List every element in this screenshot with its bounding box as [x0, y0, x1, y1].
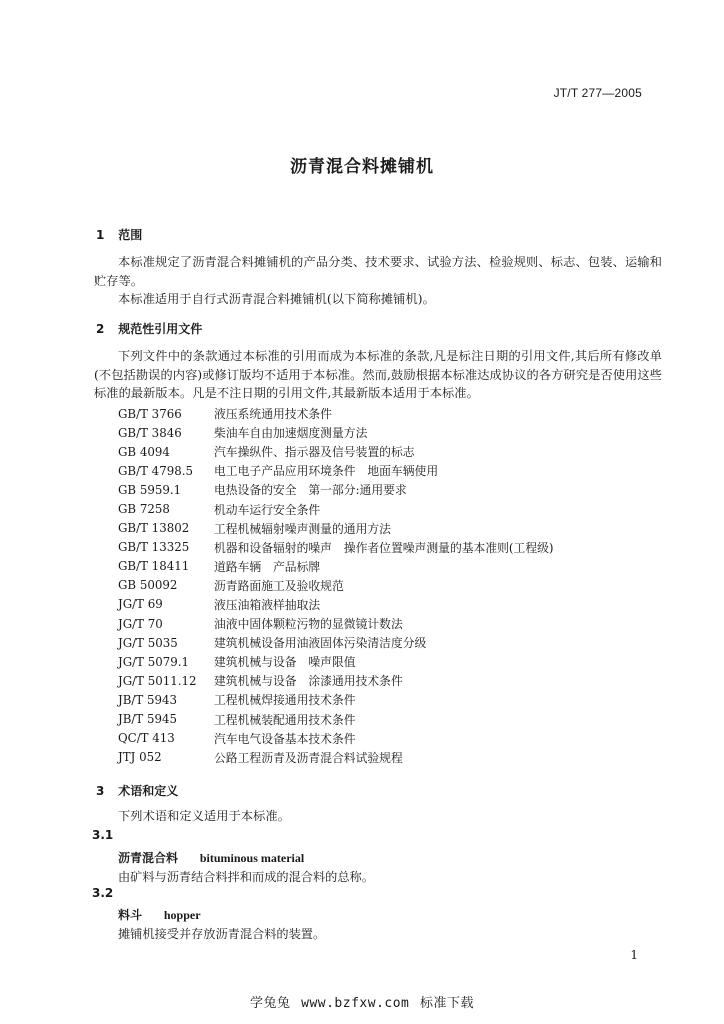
- reference-item: [118, 671, 678, 690]
- standard-code: JT/T 277—2005: [553, 86, 642, 100]
- reference-code: JG/T 70: [118, 616, 163, 631]
- term-definition: 摊铺机接受并存放沥青混合料的装置。: [118, 927, 326, 941]
- reference-title: 液压油箱液样抽取法: [214, 597, 321, 612]
- reference-code: JG/T 5079.1: [118, 654, 190, 669]
- reference-item: [118, 538, 678, 557]
- reference-item: [118, 519, 678, 538]
- reference-title: 建筑机械与设备 涂漆通用技术条件: [214, 674, 403, 689]
- term-chinese: 料斗: [118, 908, 143, 922]
- reference-title: 机动车运行安全条件: [214, 502, 321, 517]
- section-title: 术语和定义: [118, 784, 179, 798]
- reference-title: 汽车操纵件、指示器及信号装置的标志: [214, 445, 415, 460]
- reference-title: 建筑机械设备用油液固体污染清洁度分级: [214, 636, 427, 651]
- reference-title: 工程机械辐射噪声测量的通用方法: [214, 521, 391, 536]
- reference-code: JB/T 5945: [118, 712, 178, 727]
- section-2-heading: [96, 320, 202, 337]
- section-title: 范围: [118, 228, 143, 242]
- reference-code: JTJ 052: [118, 750, 162, 765]
- term-entry: [118, 849, 304, 866]
- reference-code: JG/T 69: [118, 597, 163, 612]
- reference-title: 道路车辆 产品标牌: [214, 559, 321, 574]
- reference-title: 电热设备的安全 第一部分:通用要求: [214, 483, 407, 498]
- scope-paragraph-2: 本标准适用于自行式沥青混合料摊铺机(以下简称摊铺机)。: [118, 292, 435, 306]
- reference-title: 工程机械装配通用技术条件: [214, 712, 356, 727]
- reference-code: JB/T 5943: [118, 692, 178, 707]
- footer-tagline: 标准下载: [420, 996, 475, 1011]
- reference-code: GB/T 18411: [118, 559, 190, 574]
- reference-code: JG/T 5035: [118, 635, 178, 650]
- reference-item: [118, 442, 678, 461]
- term-chinese: 沥青混合料: [118, 851, 179, 865]
- reference-item: [118, 652, 678, 671]
- reference-code: GB/T 3766: [118, 406, 182, 421]
- reference-title: 液压系统通用技术条件: [214, 407, 332, 422]
- reference-title: 建筑机械与设备 噪声限值: [214, 655, 356, 670]
- section-title: 规范性引用文件: [118, 322, 203, 336]
- reference-code: GB/T 13802: [118, 521, 190, 536]
- reference-title: 机器和设备辐射的噪声 操作者位置噪声测量的基本准则(工程级): [214, 540, 554, 555]
- references-intro-paragraph: 下列文件中的条款通过本标准的引用而成为本标准的条款,凡是标注日期的引用文件,其后所有修改单(不包括勘误的内容)或修订版均不适用于本标准。然而,鼓励根据本标准达成协议的各方研究是否使用这些标准的最新版本。凡是不注日期的引用文件,其最新版本适用于本标准。: [94, 349, 662, 400]
- reference-item: [118, 461, 678, 480]
- reference-code: GB 7258: [118, 502, 170, 517]
- term-definition: 由矿料与沥青结合料拌和而成的混合料的总称。: [118, 870, 374, 884]
- term-number: 3.2: [92, 886, 114, 900]
- reference-item: [118, 557, 678, 576]
- reference-title: 沥青路面施工及验收规范: [214, 578, 344, 593]
- term-number: 3.1: [92, 828, 114, 842]
- document-title: 沥青混合料摊铺机: [290, 157, 434, 177]
- term-english: hopper: [163, 908, 201, 922]
- reference-item: [118, 729, 678, 748]
- section-1-heading: [96, 226, 142, 243]
- section-number: 2: [96, 322, 105, 336]
- download-footer: [0, 992, 724, 1011]
- reference-item: [118, 614, 678, 633]
- reference-title: 公路工程沥青及沥青混合料试验规程: [214, 750, 403, 765]
- section-3-heading: [96, 782, 178, 799]
- reference-code: GB/T 4798.5: [118, 463, 193, 478]
- reference-item: [118, 480, 678, 499]
- reference-title: 汽车电气设备基本技术条件: [214, 731, 356, 746]
- section-number: 1: [96, 228, 105, 242]
- reference-item: [118, 499, 678, 518]
- reference-code: GB 5959.1: [118, 482, 182, 497]
- reference-code: GB 4094: [118, 444, 170, 459]
- scope-paragraph-1: 本标准规定了沥青混合料摊铺机的产品分类、技术要求、试验方法、检验规则、标志、包装、运输和贮存等。: [94, 255, 662, 288]
- reference-item: [118, 576, 678, 595]
- page-number: 1: [630, 948, 638, 962]
- reference-item: [118, 710, 678, 729]
- reference-item: [118, 423, 678, 442]
- reference-item: [118, 690, 678, 709]
- reference-code: GB 50092: [118, 578, 178, 593]
- reference-item: [118, 404, 678, 423]
- term-entry: [118, 906, 201, 923]
- reference-code: GB/T 3846: [118, 425, 182, 440]
- reference-item: [118, 633, 678, 652]
- footer-url-link[interactable]: www.bzfxw.com: [301, 996, 410, 1011]
- section-number: 3: [96, 784, 105, 798]
- terms-intro-paragraph: 下列术语和定义适用于本标准。: [118, 809, 291, 823]
- term-english: bituminous material: [199, 851, 305, 865]
- reference-code: JG/T 5011.12: [118, 673, 197, 688]
- reference-title: 电工电子产品应用环境条件 地面车辆使用: [214, 464, 439, 479]
- reference-title: 油液中固体颗粒污物的显微镜计数法: [214, 617, 403, 632]
- reference-title: 工程机械焊接通用技术条件: [214, 693, 356, 708]
- footer-site-name: 学兔兔: [249, 996, 291, 1011]
- reference-item: [118, 748, 678, 767]
- reference-item: [118, 595, 678, 614]
- reference-list: [118, 404, 678, 767]
- reference-code: GB/T 13325: [118, 540, 190, 555]
- reference-title: 柴油车自由加速烟度测量方法: [214, 426, 368, 441]
- reference-code: QC/T 413: [118, 731, 175, 746]
